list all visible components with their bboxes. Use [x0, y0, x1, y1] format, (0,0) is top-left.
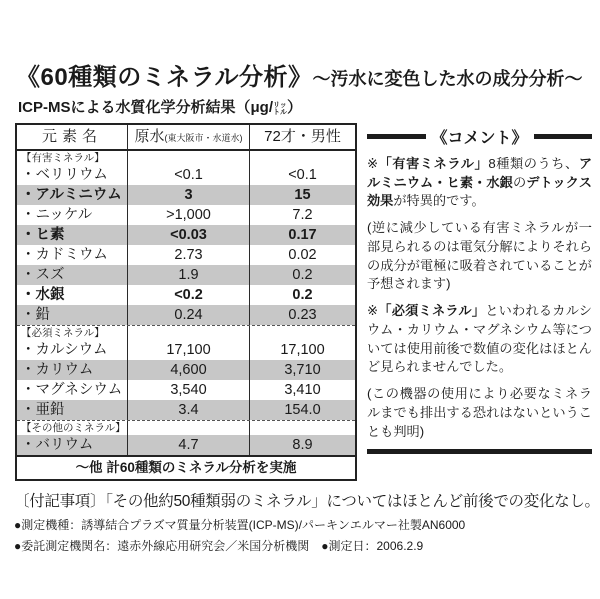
comment-emphasis: 「必須ミネラル」 — [378, 303, 486, 319]
subject-value-cell: 0.17 — [249, 225, 355, 245]
subject-value-cell: 154.0 — [249, 400, 355, 420]
subject-value-cell: 3,410 — [249, 380, 355, 400]
empty-cell — [127, 326, 249, 340]
empty-cell — [249, 326, 355, 340]
element-name-cell: ・アルミニウム — [21, 187, 122, 203]
raw-water-value-cell: 1.9 — [127, 265, 249, 285]
section-label: 【その他のミネラル】 — [21, 422, 126, 434]
empty-cell — [127, 421, 249, 435]
comment-text: の — [512, 174, 527, 190]
raw-water-value-cell: <0.2 — [127, 285, 249, 305]
raw-water-value-cell: 4,600 — [127, 360, 249, 380]
raw-water-value-cell: 4.7 — [127, 435, 249, 455]
subject-value-cell: 17,100 — [249, 340, 355, 360]
comment-text: ※ — [367, 303, 379, 319]
comment-rule-bottom — [367, 449, 592, 454]
table-row — [17, 245, 355, 265]
page-title — [0, 0, 600, 92]
raw-water-value-cell: 3,540 — [127, 380, 249, 400]
subject-value-cell: 8.9 — [249, 435, 355, 455]
table-row — [17, 340, 355, 360]
subject-value-cell: 0.23 — [249, 305, 355, 325]
element-name-cell: ・亜鉛 — [21, 402, 65, 418]
subject-value-cell: 7.2 — [249, 205, 355, 225]
empty-cell — [249, 151, 355, 165]
element-name-cell: ・スズ — [21, 267, 65, 283]
empty-cell — [249, 421, 355, 435]
comment-text: (この機器の使用により必要なミネラルまでも排出する恐れはないということも判明) — [367, 386, 592, 439]
table-row — [17, 380, 355, 400]
table-footer-note: ～他 計60種類のミネラル分析を実施 — [17, 455, 355, 479]
table-row — [17, 225, 355, 245]
raw-water-value-cell: <0.1 — [127, 165, 249, 185]
table-row — [17, 185, 355, 205]
comment-rule-right — [534, 134, 593, 139]
addendum-note: 〔付記事項〕「その他約50種類弱のミネラル」についてはほとんど前後での変化なし。 — [14, 493, 600, 510]
footer-notes — [0, 481, 600, 554]
subject-value-cell: 15 — [249, 185, 355, 205]
element-name-cell: ・水銀 — [21, 287, 65, 303]
element-name-cell: ・ヒ素 — [21, 227, 65, 243]
empty-cell — [127, 151, 249, 165]
section-label: 【有害ミネラル】 — [21, 152, 105, 164]
table-row — [17, 265, 355, 285]
analysis-subtitle: ICP-MSによる水質化学分析結果（μg/ リッ トル ） — [18, 99, 303, 116]
subject-value-cell: 0.02 — [249, 245, 355, 265]
comment-rule-left — [367, 134, 426, 139]
element-name-cell: ・マグネシウム — [21, 382, 123, 398]
subject-value-cell: <0.1 — [249, 165, 355, 185]
comment-section — [367, 123, 592, 454]
header-subject: 72才・男性 — [249, 125, 355, 150]
comment-body — [367, 155, 592, 441]
comment-text: といわれるカルシウム・カリウム・マグネシウム等については使用前後で数値の変化はほとんど見られませんでした。 — [367, 303, 592, 375]
table-row — [17, 400, 355, 420]
header-element: 元素名 — [41, 128, 102, 145]
header-raw-water-note: (東大阪市・水道水) — [164, 133, 243, 143]
comment-paragraph — [367, 385, 592, 441]
table-row — [17, 165, 355, 185]
comment-title: 《コメント》 — [431, 130, 528, 147]
header-raw-water: 原水(東大阪市・水道水) — [127, 125, 249, 150]
comment-emphasis: デトックス効果 — [367, 174, 592, 209]
subtitle-text: ICP-MSによる水質化学分析結果（μg/ — [18, 99, 274, 116]
section-label-row — [17, 420, 355, 435]
unit-liter-stack: リッ トル — [273, 102, 288, 116]
element-name-cell: ・カドミウム — [21, 247, 108, 263]
title-subheading: ～汚水に変色した水の成分分析～ — [312, 69, 583, 89]
comment-emphasis: 「有害ミネラル」 — [378, 156, 489, 171]
comment-header — [367, 125, 592, 148]
comment-paragraph — [367, 302, 592, 377]
equipment-note: ●測定機種：誘導結合プラズマ質量分析装置(ICP-MS)/パーキンエルマー社製AN6000 — [14, 518, 466, 532]
table-body — [17, 151, 355, 455]
table-row — [17, 435, 355, 455]
section-label-row — [17, 325, 355, 340]
subject-value-cell: 3,710 — [249, 360, 355, 380]
table-row — [17, 360, 355, 380]
element-name-cell: ・ベリリウム — [21, 167, 108, 183]
comment-text: 8種類のうち、 — [488, 156, 579, 171]
main-content — [0, 121, 600, 481]
element-name-cell: ・カリウム — [21, 362, 94, 378]
element-name-cell: ・ニッケル — [21, 207, 93, 223]
comment-text: (逆に減少している有害ミネラルが一部見られるのは電気分解によりそれらの成分が電極に吸着されていることが予想されます) — [367, 220, 592, 292]
subject-value-cell: 0.2 — [249, 265, 355, 285]
raw-water-value-cell: <0.03 — [127, 225, 249, 245]
agency-date-note: ●委託測定機関名：遠赤外線応用研究会／米国分析機関 ●測定日：2006.2.9 — [14, 539, 424, 553]
mineral-analysis-table — [15, 123, 357, 481]
title-main: 《60種類のミネラル分析》 — [16, 64, 313, 91]
table-header-row — [17, 125, 355, 151]
raw-water-value-cell: 3.4 — [127, 400, 249, 420]
element-name-cell: ・カルシウム — [21, 342, 108, 358]
raw-water-value-cell: >1,000 — [127, 205, 249, 225]
table-row — [17, 205, 355, 225]
comment-paragraph — [367, 219, 592, 294]
table-row — [17, 305, 355, 325]
raw-water-value-cell: 0.24 — [127, 305, 249, 325]
comment-emphasis: アルミニウム・ヒ素・水銀 — [367, 156, 592, 190]
comment-paragraph — [367, 155, 592, 211]
raw-water-value-cell: 17,100 — [127, 340, 249, 360]
section-label-row — [17, 151, 355, 165]
comment-text: ※ — [367, 156, 379, 171]
raw-water-value-cell: 2.73 — [127, 245, 249, 265]
element-name-cell: ・バリウム — [21, 437, 94, 453]
comment-text: が特異的です。 — [393, 193, 485, 209]
section-label: 【必須ミネラル】 — [21, 327, 105, 339]
element-name-cell: ・鉛 — [21, 307, 50, 323]
table-row — [17, 285, 355, 305]
subject-value-cell: 0.2 — [249, 285, 355, 305]
raw-water-value-cell: 3 — [127, 185, 249, 205]
